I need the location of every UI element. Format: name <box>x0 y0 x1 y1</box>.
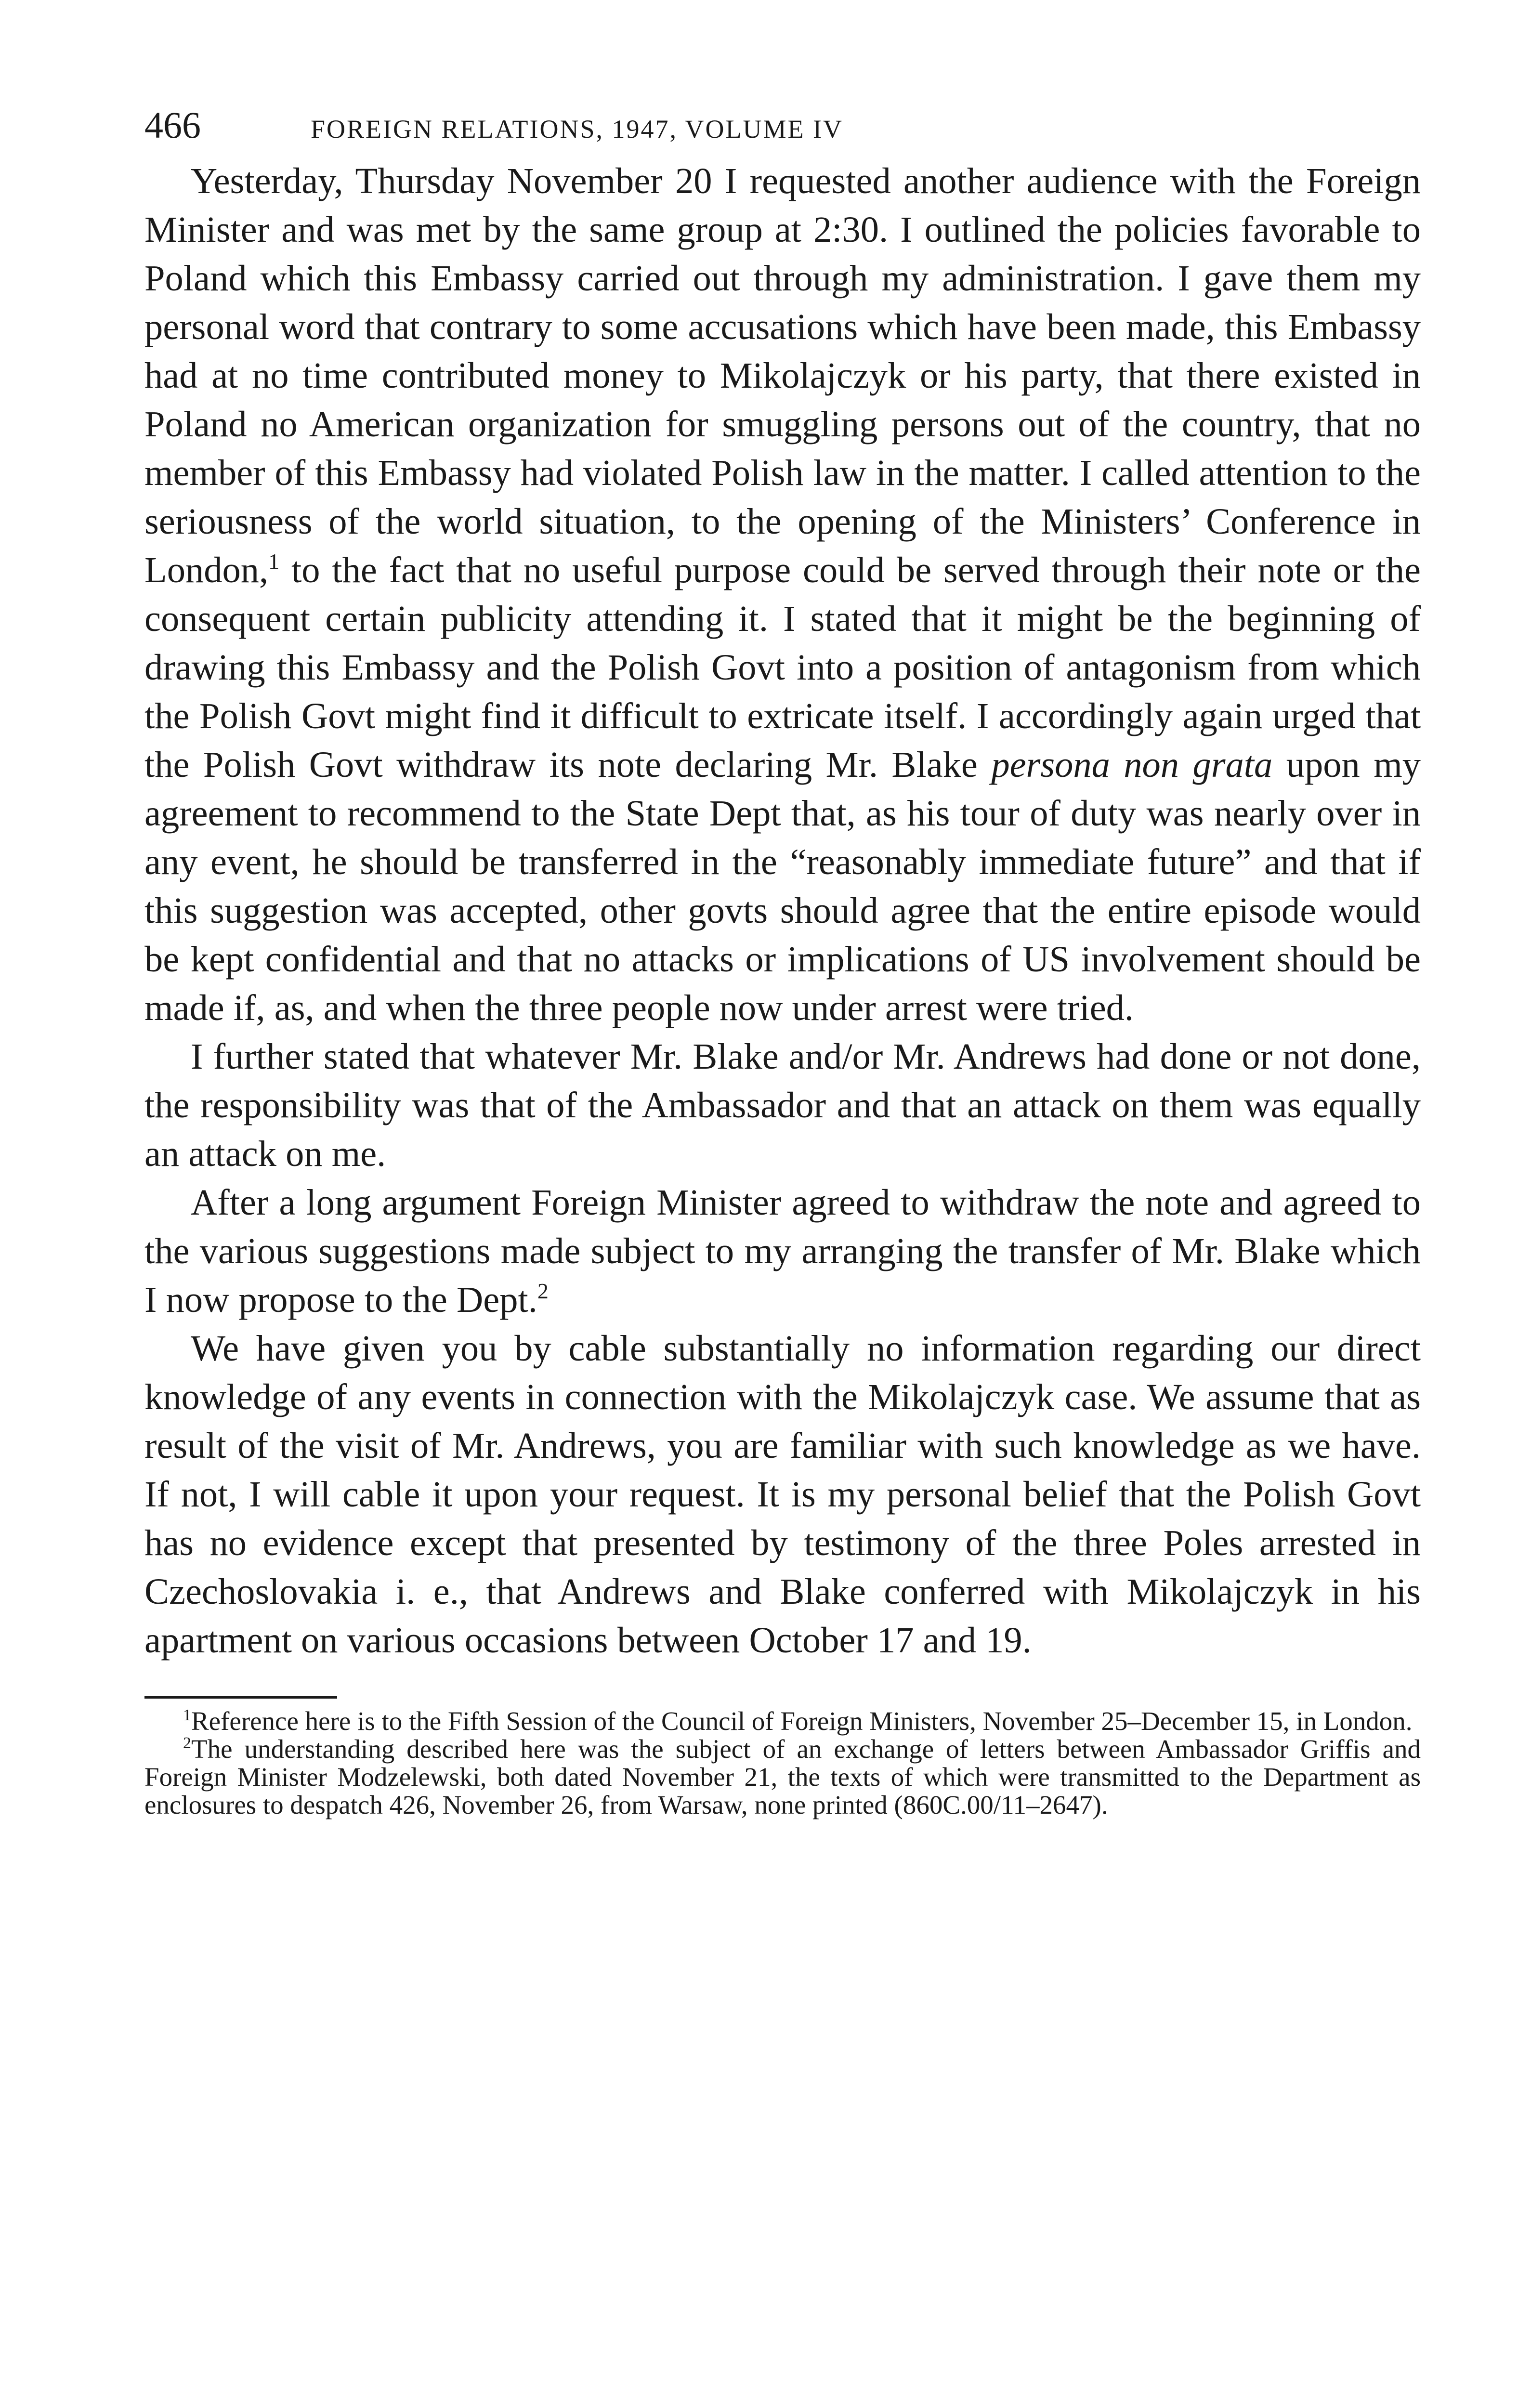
paragraph-text: upon my agreement to recommend to the State Dept that, as his tour of duty was nearly over in any event, he should be transferred in the “reasonably immediate future” and that if this suggestion was accepted, other govts should agree that the entire episode would be kept confidential and that no attacks or implications of US involvement should be made if, as, and when the three people now under arrest were tried. <box>144 744 1421 1028</box>
footnote-reference: 2 <box>537 1279 549 1303</box>
paragraph-text: After a long argument Foreign Minister agreed to withdraw the note and agreed to the various suggestions made subject to my arranging the transfer of Mr. Blake which I now propose to the Dept. <box>144 1182 1421 1320</box>
paragraph-text: I further stated that whatever Mr. Blake and/or Mr. Andrews had done or not done, the responsibility was that of the Ambassador and that an attack on them was equally an attack on me. <box>144 1036 1421 1174</box>
body-text <box>144 157 1421 1664</box>
paragraph <box>144 1324 1421 1664</box>
running-head: FOREIGN RELATIONS, 1947, VOLUME IV <box>311 115 843 144</box>
document-page <box>144 104 1421 1819</box>
page-header <box>144 104 1421 157</box>
footnote-text: Reference here is to the Fifth Session of the Council of Foreign Ministers, November 25–December 15, in London. <box>191 1706 1413 1736</box>
paragraph <box>144 1178 1421 1324</box>
footnote <box>144 1735 1421 1819</box>
footnote-mark: 2 <box>183 1734 191 1752</box>
footnote-mark: 1 <box>183 1706 191 1724</box>
paragraph <box>144 157 1421 1032</box>
paragraph-text: to the fact that no useful purpose could be served through their note or the consequent certain publicity attending it. I stated that it might be the beginning of drawing this Embassy and the Polish Govt into a position of antagonism from which the Polish Govt might find it difficult to extricate itself. I accordingly again urged that the Polish Govt withdraw its note declaring Mr. Blake <box>144 550 1421 785</box>
footnote <box>144 1707 1421 1735</box>
italic-phrase: persona non grata <box>991 744 1273 785</box>
paragraph-text: We have given you by cable substantially no information regarding our direct knowledge of any events in connection with the Mikolajczyk case. We assume that as result of the visit of Mr. Andrews, you are familiar with such knowledge as we have. If not, I will cable it upon your request. It is my personal belief that the Polish Govt has no evidence except that presented by testimony of the three Poles arrested in Czechoslovakia i. e., that Andrews and Blake conferred with Mikolajczyk in his apartment on various occasions between October 17 and 19. <box>144 1328 1421 1661</box>
footnote-divider <box>144 1696 337 1699</box>
paragraph-text: Yesterday, Thursday November 20 I requested another audience with the Foreign Minister and was met by the same group at 2:30. I outlined the policies favorable to Poland which this Embassy carried out through my administration. I gave them my personal word that contrary to some accusations which have been made, this Embassy had at no time contributed money to Mikolajczyk or his party, that there existed in Poland no American organization for smuggling persons out of the country, that no member of this Embassy had violated Polish law in the matter. I called attention to the seriousness of the world situation, to the opening of the Ministers’ Conference in London, <box>144 160 1421 590</box>
paragraph <box>144 1032 1421 1178</box>
footnote-text: The understanding described here was the subject of an exchange of letters between Ambassador Griffis and Foreign Minister Modzelewski, both dated November 21, the texts of which were transmitted to the Department as enclosures to despatch 426, November 26, from Warsaw, none printed (860C.00/11–2647). <box>144 1734 1421 1819</box>
footnote-reference: 1 <box>268 549 280 574</box>
page-number: 466 <box>144 104 201 146</box>
footnotes <box>144 1707 1421 1819</box>
